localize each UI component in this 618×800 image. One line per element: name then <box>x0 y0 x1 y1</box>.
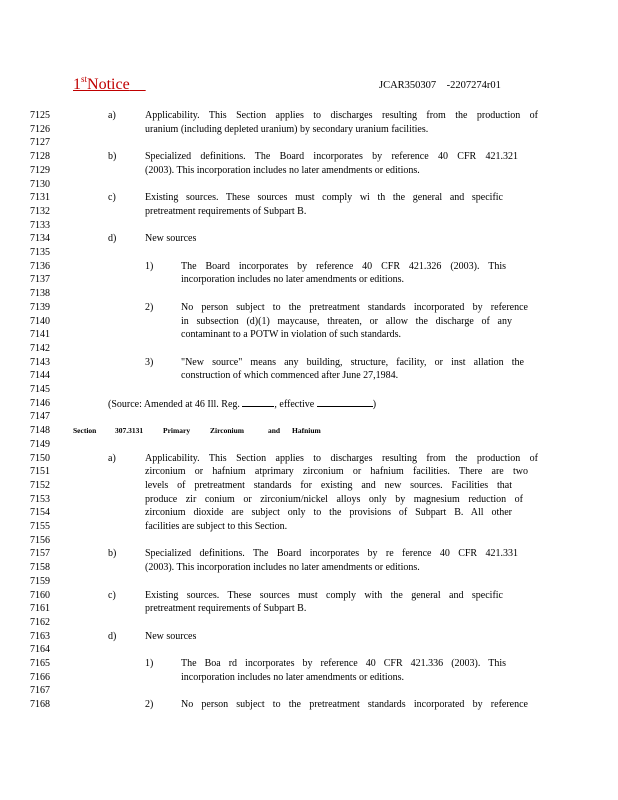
item-marker: a) <box>108 452 116 464</box>
line-number: 7166 <box>30 671 50 683</box>
paragraph-line: incorporation includes no later amendments or editions. <box>181 671 404 683</box>
item-marker: 3) <box>145 356 154 368</box>
line-number: 7164 <box>30 644 50 656</box>
header-notice <box>73 76 146 94</box>
item-marker: 2) <box>145 301 154 313</box>
line-number: 7137 <box>30 274 50 286</box>
line-number: 7156 <box>30 534 50 546</box>
line-number: 7153 <box>30 493 50 505</box>
item-marker: d) <box>108 630 117 642</box>
line-number: 7167 <box>30 685 50 697</box>
item-marker: 1) <box>145 260 154 272</box>
line-number: 7158 <box>30 562 50 574</box>
line-number: 7157 <box>30 548 50 560</box>
line-number: 7154 <box>30 507 50 519</box>
item-marker: b) <box>108 548 117 560</box>
line-number: 7151 <box>30 466 50 478</box>
section-label: Section <box>73 426 97 436</box>
line-number: 7149 <box>30 438 50 450</box>
paragraph-line: No person subject to the pretreatment standards incorporated by reference <box>181 699 528 711</box>
line-number: 7144 <box>30 370 50 382</box>
paragraph-line: Existing sources. These sources must comply wi th the general and specific <box>145 192 503 204</box>
line-number: 7140 <box>30 315 50 327</box>
item-marker: b) <box>108 151 117 163</box>
notice-word: Notice <box>87 76 130 93</box>
item-marker: d) <box>108 233 117 245</box>
item-marker: c) <box>108 192 116 204</box>
blank-register-issue <box>242 397 274 407</box>
source-note-close: ) <box>372 398 377 410</box>
item-marker: a) <box>108 110 116 121</box>
line-number: 7125 <box>30 110 50 121</box>
paragraph-line: incorporation includes no later amendments or editions. <box>181 274 404 286</box>
paragraph-line: The Board incorporates by reference 40 CFR 421.326 (2003). This <box>181 260 506 272</box>
line-number: 7127 <box>30 137 50 149</box>
paragraph-line: facilities are subject to this Section. <box>145 521 288 532</box>
section-title-word: Hafnium <box>292 426 321 436</box>
source-note-prefix: (Source: Amended at 46 Ill. Reg. <box>108 398 240 410</box>
line-number: 7168 <box>30 699 50 711</box>
paragraph-line: zirconium or hafnium atprimary zirconium or hafnium facilities. There are two <box>145 466 528 478</box>
paragraph-line: contaminant to a POTW in violation of such standards. <box>181 329 402 341</box>
line-number: 7133 <box>30 219 50 231</box>
line-number: 7161 <box>30 603 50 615</box>
line-number: 7163 <box>30 630 50 642</box>
line-number: 7138 <box>30 288 50 300</box>
paragraph-line: No person subject to the pretreatment standards incorporated by reference <box>181 301 528 313</box>
line-number: 7165 <box>30 658 50 669</box>
section-title-word: and <box>268 426 281 436</box>
line-number: 7146 <box>30 397 50 409</box>
paragraph-line: in subsection (d)(1) maycause, threaten, or allow the discharge of any <box>181 315 512 327</box>
section-number: 307.3131 <box>115 426 144 436</box>
paragraph-line: zirconium dioxide are subject only to the provisions of Subpart B. All other <box>145 507 512 519</box>
paragraph-line: Applicability. This Section applies to discharges resulting from the production of <box>145 110 538 121</box>
source-note-effective: , effective <box>274 398 315 410</box>
paragraph-line: Specialized definitions. The Board incorporates by re ference 40 CFR 421.331 <box>145 548 518 560</box>
section-title-word: Zirconium <box>210 426 245 436</box>
line-number: 7147 <box>30 411 50 423</box>
paragraph-line: New sources <box>145 630 197 642</box>
line-number: 7131 <box>30 192 50 204</box>
line-number: 7143 <box>30 356 50 368</box>
line-number: 7134 <box>30 233 50 245</box>
line-number: 7126 <box>30 123 50 135</box>
line-number: 7128 <box>30 151 50 163</box>
line-number: 7142 <box>30 342 50 354</box>
paragraph-line: The Boa rd incorporates by reference 40 CFR 421.336 (2003). This <box>181 658 506 669</box>
paragraph-line: pretreatment requirements of Subpart B. <box>145 603 307 615</box>
line-number: 7136 <box>30 260 50 272</box>
paragraph-line: pretreatment requirements of Subpart B. <box>145 205 307 217</box>
paragraph-line: produce zir conium or zirconium/nickel alloys only by magnesium reduction of <box>145 493 523 505</box>
line-number: 7139 <box>30 301 50 313</box>
source-note <box>108 397 376 412</box>
line-number: 7155 <box>30 521 50 532</box>
line-number: 7160 <box>30 589 50 601</box>
line-number: 7145 <box>30 384 50 395</box>
line-number: 7141 <box>30 329 50 341</box>
paragraph-line: levels of pretreatment standards for existing and new sources. Facilities that <box>145 479 512 491</box>
line-number: 7130 <box>30 178 50 190</box>
line-number: 7150 <box>30 452 50 464</box>
paragraph-line: New sources <box>145 233 197 245</box>
line-number: 7135 <box>30 247 50 258</box>
paragraph-line: "New source" means any building, structure, facility, or inst allation the <box>181 356 524 368</box>
line-number: 7159 <box>30 575 50 587</box>
paragraph-line: uranium (including depleted uranium) by secondary uranium facilities. <box>145 123 429 135</box>
item-marker: c) <box>108 589 116 601</box>
line-number: 7148 <box>30 425 50 437</box>
paragraph-line: (2003). This incorporation includes no later amendments or editions. <box>145 164 420 176</box>
paragraph-line: Specialized definitions. The Board incorporates by reference 40 CFR 421.321 <box>145 151 518 163</box>
notice-number: 1 <box>73 76 81 93</box>
notice-superscript: st <box>81 74 88 84</box>
line-number: 7132 <box>30 205 50 217</box>
item-marker: 1) <box>145 658 154 669</box>
blank-effective-date <box>317 397 373 407</box>
paragraph-line: (2003). This incorporation includes no later amendments or editions. <box>145 562 420 574</box>
paragraph-line: Existing sources. These sources must comply with the general and specific <box>145 589 503 601</box>
line-number: 7152 <box>30 479 50 491</box>
line-number: 7162 <box>30 616 50 628</box>
paragraph-line: construction of which commenced after June 27,1984. <box>181 370 399 382</box>
document-code: JCAR350307 -2207274r01 <box>379 80 501 91</box>
paragraph-line: Applicability. This Section applies to discharges resulting from the production of <box>145 452 538 464</box>
item-marker: 2) <box>145 699 154 711</box>
section-title-word: Primary <box>163 426 191 436</box>
line-number: 7129 <box>30 164 50 176</box>
